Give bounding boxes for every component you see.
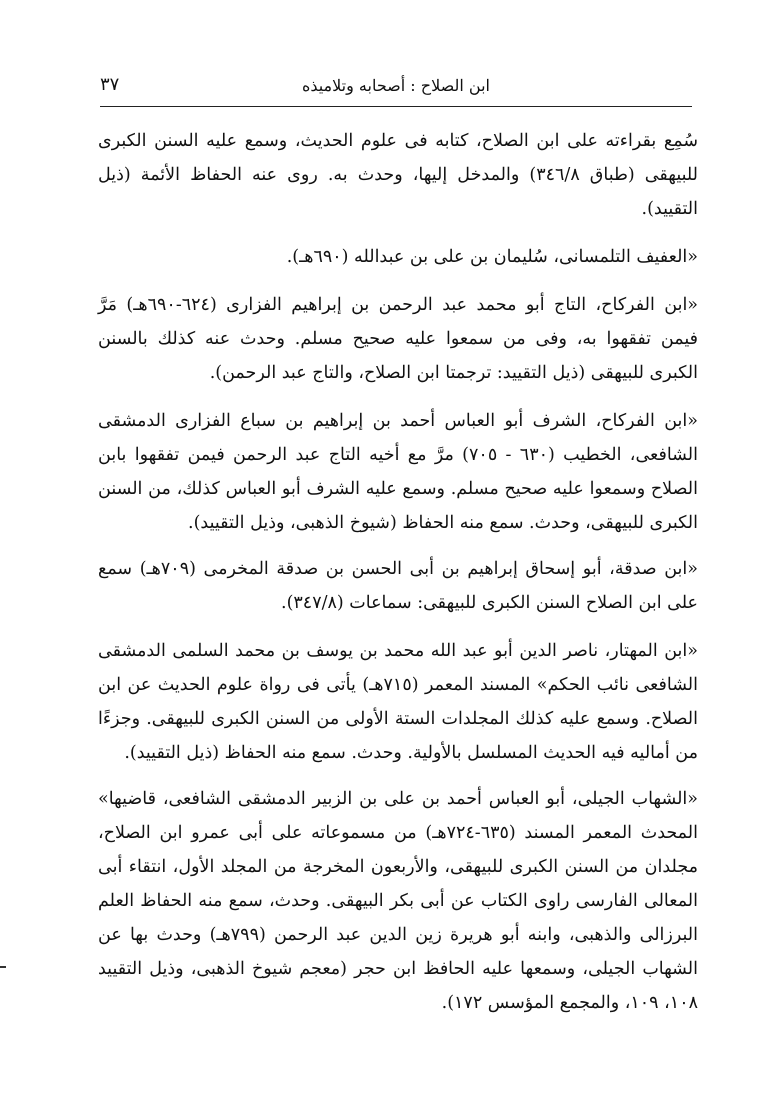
paragraph-taj-firkah: «ابن الفركاح، التاج أبو محمد عبد الرحمن بن إبراهيم الفزارى (٦٢٤-٦٩٠هـ) مَرَّ فيمن تفقهوا به، وفى من سمعوا عليه صحيح مسلم. وحدث عنه كذلك بالسنن الكبرى للبيهقى (ذيل التقييد: ترجمتا ابن الصلاح، والتاج عبد الرحمن).: [98, 295, 699, 383]
margin-mark: [0, 966, 6, 968]
running-header: [100, 74, 690, 104]
running-header-title: ابن الصلاح : أصحابه وتلاميذه: [301, 76, 490, 95]
page-body: [98, 124, 698, 1034]
page-number: ٣٧: [100, 74, 120, 95]
header-divider: [100, 106, 692, 107]
paragraph-shihab-jili: «الشهاب الجيلى، أبو العباس أحمد بن على بن الزبير الدمشقى الشافعى، قاضيها» المحدث المعمر المسند (٦٣٥-٧٢٤هـ) من مسموعاته على أبى عمرو ابن الصلاح، مجلدان من السنن الكبرى للبيهقى، والأربعون المخرجة من المجلد الأول، انتقاء أبى المعالى الفارسى راوى الكتاب عن أبى بكر البيهقى. وحدث، سمع منه الحفاظ العلم البرزالى والذهبى، وابنه أبو هريرة زين الدين عبد الرحمن (٧٩٩هـ) وحدث بها عن الشهاب الجيلى، وسمعها عليه الحافظ ابن حجر (معجم شيوخ الذهبى، وذيل التقييد ١٠٨، ١٠٩، والمجمع المؤسس ١٧٢).: [98, 789, 698, 1013]
paragraph-intro: سُمِع بقراءته على ابن الصلاح، كتابه فى علوم الحديث، وسمع عليه السنن الكبرى للبيهقى (طباق ٣٤٦/٨) والمدخل إليها، وحدث به. روى عنه الحفاظ الأئمة (ذيل التقييد).: [98, 131, 699, 219]
paragraph-sharaf-firkah: «ابن الفركاح، الشرف أبو العباس أحمد بن إبراهيم بن سباع الفزارى الدمشقى الشافعى، الخطيب (٦٣٠ - ٧٠٥) مرَّ مع أخيه التاج عبد الرحمن فيمن تفقهوا بابن الصلاح وسمعوا عليه صحيح مسلم. وسمع عليه الشرف أبو العباس كذلك، من السنن الكبرى للبيهقى، وحدث. سمع منه الحفاظ (شيوخ الذهبى، وذيل التقييد).: [98, 411, 698, 533]
paragraph-ibn-sadaqa: «ابن صدقة، أبو إسحاق إبراهيم بن أبى الحسن بن صدقة المخرمى (٧٠٩هـ) سمع على ابن الصلاح السنن الكبرى للبيهقى: سماعات (٣٤٧/٨).: [98, 559, 698, 613]
paragraph-ibn-mihtar: «ابن المهتار، ناصر الدين أبو عبد الله محمد بن يوسف بن محمد السلمى الدمشقى الشافعى نائب الحكم» المسند المعمر (٧١٥هـ) يأتى فى رواة علوم الحديث عن ابن الصلاح. وسمع عليه كذلك المجلدات الستة الأولى من السنن الكبرى للبيهقى. وجزءًا من أماليه فيه الحديث المسلسل بالأولية. وحدث. سمع منه الحفاظ (ذيل التقييد).: [98, 641, 698, 763]
paragraph-afif-tilimsani: «العفيف التلمسانى، سُليمان بن على بن عبدالله (٦٩٠هـ).: [286, 247, 698, 267]
